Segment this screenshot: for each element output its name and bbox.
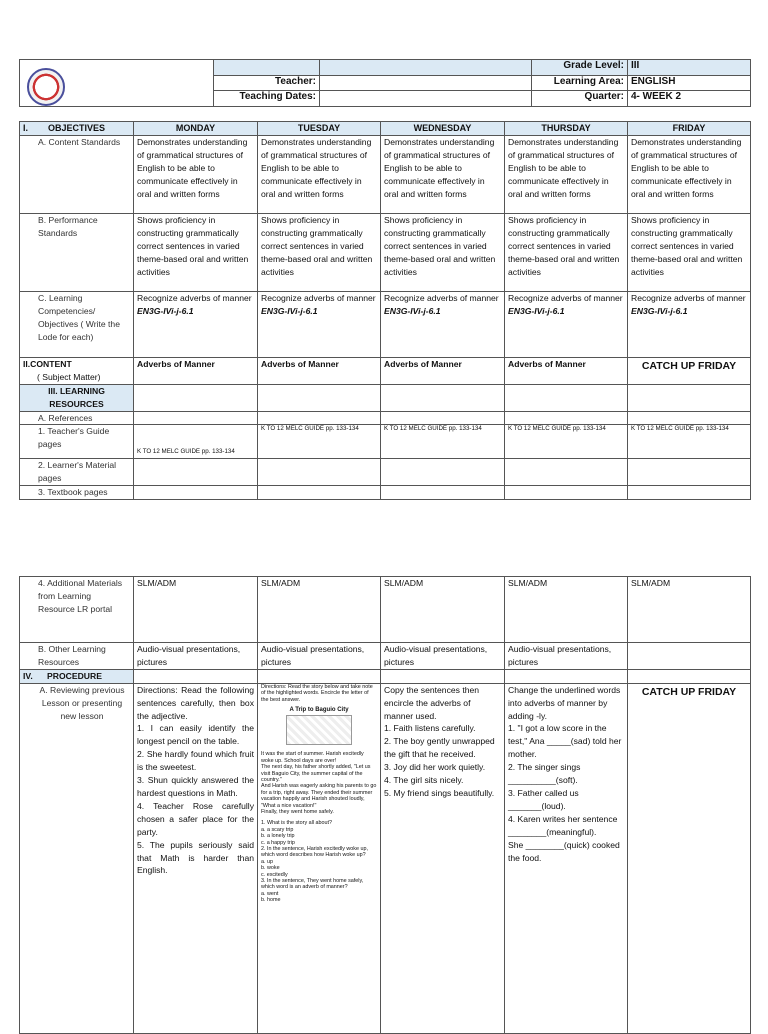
av-tue: Audio-visual presentations, pictures <box>258 643 381 670</box>
learning-resources-label: III. LEARNING RESOURCES <box>20 384 134 411</box>
question-line: a. up <box>261 858 273 865</box>
content-label-cell <box>20 357 134 384</box>
av-mon: Audio-visual presentations, pictures <box>134 643 258 670</box>
mon-line: 5. The pupils seriously said that Math is harder than English. <box>137 839 254 876</box>
lc-code: EN3G-IVi-j-6.1 <box>261 305 318 316</box>
perf-std-wed: Shows proficiency in constructing grammatically correct sentences in varied theme-based oral and written activities <box>381 213 505 291</box>
slm-mon: SLM/ADM <box>134 577 258 643</box>
references-label: A. References <box>20 411 134 425</box>
lc-code: EN3G-IVi-j-6.1 <box>137 305 194 316</box>
thu-line: 4. Karen writes her sentence ________(meaningful). <box>508 813 618 837</box>
content-standards-row <box>20 135 751 213</box>
wed-line: 1. Faith listens carefully. <box>384 723 476 734</box>
slm-fri: SLM/ADM <box>628 577 751 643</box>
content-std-thu: Demonstrates understanding of grammatical structures of English to be able to communicate effectively in oral and written forms <box>505 135 628 213</box>
teachers-guide-label: 1. Teacher's Guide pages <box>20 425 134 459</box>
question-line: 2. In the sentence, Harish excitedly woke up, which word describes how Harish woke up? <box>261 846 368 859</box>
question-line: b. home <box>261 897 281 904</box>
grade-label: Grade Level: <box>532 60 628 76</box>
area-value: ENGLISH <box>628 75 751 91</box>
teacher-value <box>320 75 532 91</box>
content-tue: Adverbs of Manner <box>258 357 381 384</box>
story-line: Finally, they went home safely. <box>261 809 334 815</box>
lesson-table-2 <box>19 576 751 1034</box>
tg-tue: K TO 12 MELC GUIDE pp. 133-134 <box>258 425 381 459</box>
content-mon: Adverbs of Manner <box>134 357 258 384</box>
day-thursday: THURSDAY <box>505 122 628 136</box>
wed-line: Copy the sentences then encircle the adverbs of manner used. <box>384 684 480 721</box>
review-mon <box>134 683 258 1033</box>
mon-line: 2. She hardly found which fruit is the sweetest. <box>137 749 254 773</box>
lc-text: Recognize adverbs of manner <box>137 292 252 303</box>
perf-std-tue: Shows proficiency in constructing grammatically correct sentences in varied theme-based oral and written activities <box>258 213 381 291</box>
lc-code: EN3G-IVi-j-6.1 <box>631 305 688 316</box>
question-line: b. a lonely trip <box>261 833 295 840</box>
lc-text: Recognize adverbs of manner <box>508 292 623 303</box>
content-std-wed: Demonstrates understanding of grammatical structures of English to be able to communicate effectively in oral and written forms <box>381 135 505 213</box>
lc-text: Recognize adverbs of manner <box>384 292 499 303</box>
slm-tue: SLM/ADM <box>258 577 381 643</box>
lc-code: EN3G-IVi-j-6.1 <box>384 305 441 316</box>
av-thu: Audio-visual presentations, pictures <box>505 643 628 670</box>
quarter-value: 4- WEEK 2 <box>628 91 751 107</box>
tg-fri: K TO 12 MELC GUIDE pp. 133-134 <box>628 425 751 459</box>
wed-line: 2. The boy gently unwrapped the gift that he received. <box>384 736 495 760</box>
mon-line: Directions: Read the following sentences carefully, then box the adjective. <box>137 684 254 721</box>
perf-std-fri: Shows proficiency in constructing grammatically correct sentences in varied theme-based oral and written activities <box>628 213 751 291</box>
wed-line: 5. My friend sings beautifully. <box>384 787 495 798</box>
other-resources-row <box>20 643 751 670</box>
review-tue <box>258 683 381 1033</box>
teachers-guide-row <box>20 425 751 459</box>
textbook-label: 3. Textbook pages <box>20 486 134 500</box>
day-wednesday: WEDNESDAY <box>381 122 505 136</box>
header-table <box>19 59 751 107</box>
thu-line: 3. Father called us _______(loud). <box>508 787 579 811</box>
question-line: c. excitedly <box>261 871 288 878</box>
content-label: II.CONTENT <box>23 358 72 369</box>
days-header-row <box>20 122 751 136</box>
mon-line: 4. Teacher Rose carefully chosen a safer place for the party. <box>137 800 254 837</box>
thu-line: She ________(quick) cooked the food. <box>508 839 620 863</box>
additional-materials-row <box>20 577 751 643</box>
story-line: And Harish was eagerly asking his parents to go for a trip, right away. They ended their summer vacation happily and Harish shouted loudly, "What a nice vacation!" <box>261 783 377 809</box>
story-line: It was the start of summer. Harish excitedly woke up. School days are over! <box>261 751 364 764</box>
story-illustration-icon <box>286 715 352 745</box>
procedure-label: IV. PROCEDURE <box>20 669 134 683</box>
content-std-tue: Demonstrates understanding of grammatical structures of English to be able to communicate effectively in oral and written forms <box>258 135 381 213</box>
lesson-table-1 <box>19 121 751 500</box>
tg-mon: K TO 12 MELC GUIDE pp. 133-134 <box>134 425 258 459</box>
learning-resources-row <box>20 384 751 411</box>
learners-material-row <box>20 459 751 486</box>
content-std-mon: Demonstrates understanding of grammatical structures of English to be able to communicate effectively in oral and written forms <box>134 135 258 213</box>
content-thu: Adverbs of Manner <box>505 357 628 384</box>
additional-materials-label: 4. Additional Materials from Learning Resource LR portal <box>20 577 134 643</box>
perf-std-thu: Shows proficiency in constructing grammatically correct sentences in varied theme-based oral and written activities <box>505 213 628 291</box>
tg-thu: K TO 12 MELC GUIDE pp. 133-134 <box>505 425 628 459</box>
lc-tue <box>258 291 381 357</box>
day-tuesday: TUESDAY <box>258 122 381 136</box>
dates-value <box>320 91 532 107</box>
content-sublabel: ( Subject Matter) <box>37 371 101 382</box>
wed-line: 4. The girl sits nicely. <box>384 775 464 786</box>
tg-wed: K TO 12 MELC GUIDE pp. 133-134 <box>381 425 505 459</box>
performance-standards-row <box>20 213 751 291</box>
competencies-row <box>20 291 751 357</box>
tue-directions: Directions: Read the story below and take note of the highlighted words. Encircle the letter of the best answer. <box>261 683 373 703</box>
day-friday: FRIDAY <box>628 122 751 136</box>
area-label: Learning Area: <box>532 75 628 91</box>
content-row <box>20 357 751 384</box>
dates-label: Teaching Dates: <box>214 91 320 107</box>
lc-thu <box>505 291 628 357</box>
lc-wed <box>381 291 505 357</box>
mon-line: 3. Shun quickly answered the hardest questions in Math. <box>137 775 254 798</box>
perf-std-mon: Shows proficiency in constructing grammatically correct sentences in varied theme-based oral and written activities <box>134 213 258 291</box>
lc-text: Recognize adverbs of manner <box>261 292 376 303</box>
question-line: b. woke <box>261 865 280 872</box>
thu-line: 2. The singer sings __________(soft). <box>508 762 581 786</box>
question-line: a. went <box>261 890 279 897</box>
review-label: A. Reviewing previous Lesson or presenting new lesson <box>20 683 134 1033</box>
lc-code: EN3G-IVi-j-6.1 <box>508 305 565 316</box>
lc-fri <box>628 291 751 357</box>
lc-mon <box>134 291 258 357</box>
question-line: a. a scary trip <box>261 826 294 833</box>
review-wed <box>381 683 505 1033</box>
question-line: 3. In the sentence, They went home safely, which word is an adverb of manner? <box>261 878 364 891</box>
deped-seal-icon <box>27 68 65 106</box>
objectives-heading: I. OBJECTIVES <box>20 122 134 136</box>
grade-value: III <box>628 60 751 76</box>
question-line: 1. What is the story all about? <box>261 820 333 827</box>
slm-thu: SLM/ADM <box>505 577 628 643</box>
thu-line: Change the underlined words into adverbs of manner by adding -ly. <box>508 684 621 721</box>
textbook-row <box>20 486 751 500</box>
slm-wed: SLM/ADM <box>381 577 505 643</box>
teacher-label: Teacher: <box>214 75 320 91</box>
av-wed: Audio-visual presentations, pictures <box>381 643 505 670</box>
quarter-label: Quarter: <box>532 91 628 107</box>
thu-line: 1. "I got a low score in the test," Ana _____(sad) told her mother. <box>508 723 622 760</box>
review-row <box>20 683 751 1033</box>
day-monday: MONDAY <box>134 122 258 136</box>
performance-standards-label: B. Performance Standards <box>20 213 134 291</box>
wed-line: 3. Joy did her work quietly. <box>384 762 486 773</box>
references-row <box>20 411 751 425</box>
lc-text: Recognize adverbs of manner <box>631 292 746 303</box>
content-std-fri: Demonstrates understanding of grammatical structures of English to be able to communicate effectively in oral and written forms <box>628 135 751 213</box>
story-title: A Trip to Baguio City <box>289 706 349 713</box>
logo-cell <box>20 60 214 107</box>
other-resources-label: B. Other Learning Resources <box>20 643 134 670</box>
story-line: The next day, his father shortly added, "Let us visit Baguio City, the summer capital of the country." <box>261 764 371 783</box>
review-thu <box>505 683 628 1033</box>
catch-up-friday: CATCH UP FRIDAY <box>628 357 751 384</box>
competencies-label: C. Learning Competencies/ Objectives ( Write the Lode for each) <box>20 291 134 357</box>
content-wed: Adverbs of Manner <box>381 357 505 384</box>
mon-line: 1. I can easily identify the longest pencil on the table. <box>137 723 254 747</box>
catch-up-friday-review: CATCH UP FRIDAY <box>628 683 751 1033</box>
question-line: c. a happy trip <box>261 839 295 846</box>
procedure-row <box>20 669 751 683</box>
content-standards-label: A. Content Standards <box>20 135 134 213</box>
learners-material-label: 2. Learner's Material pages <box>20 459 134 486</box>
